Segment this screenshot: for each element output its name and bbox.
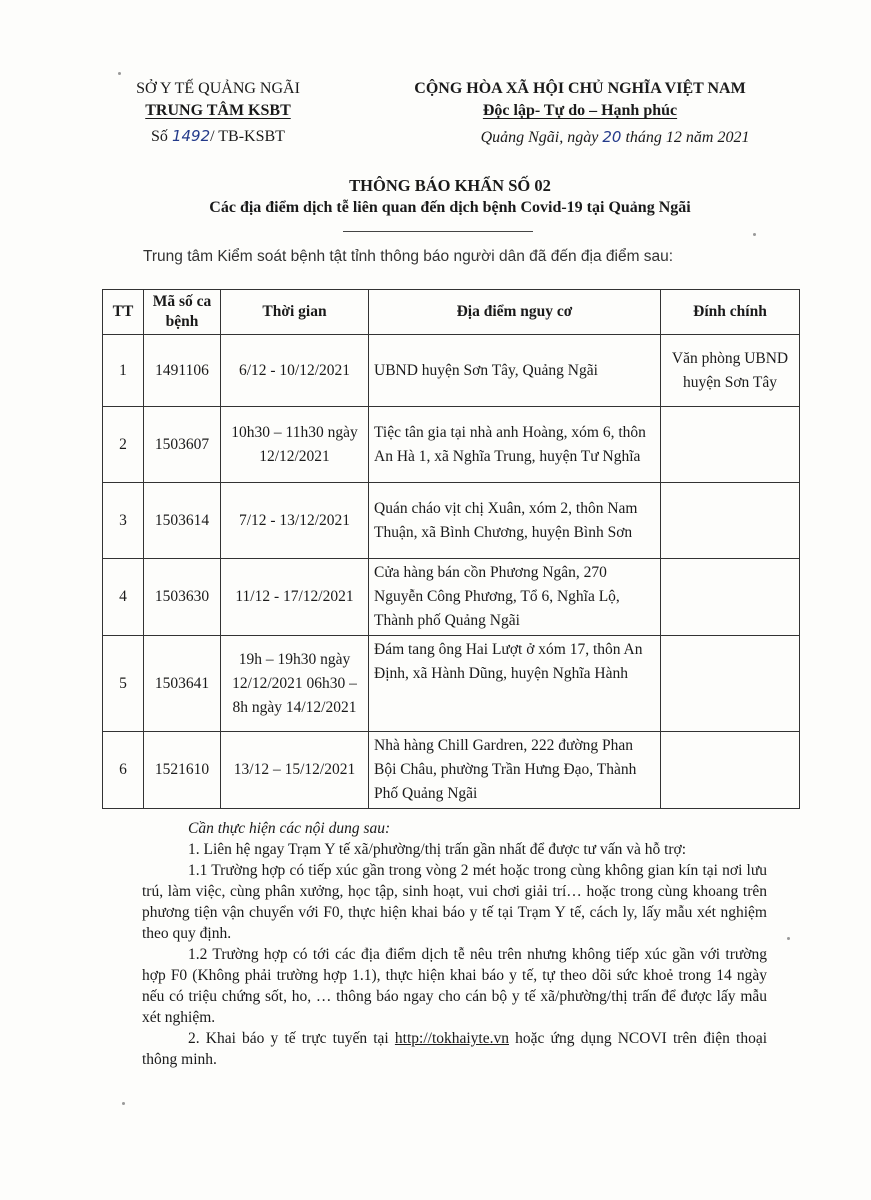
table-header-row bbox=[103, 290, 800, 335]
cell-correction bbox=[661, 407, 800, 483]
doc-number-handwritten: 1492 bbox=[171, 127, 211, 145]
cell-tt: 5 bbox=[103, 636, 144, 732]
cell-case-id: 1503607 bbox=[144, 407, 221, 483]
table-row bbox=[103, 559, 800, 636]
risk-locations-table bbox=[102, 289, 800, 809]
notice-title-block bbox=[120, 175, 780, 219]
cell-tt: 3 bbox=[103, 483, 144, 559]
doc-number-prefix: Số bbox=[151, 128, 168, 145]
cell-location: Tiệc tân gia tại nhà anh Hoàng, xóm 6, thôn An Hà 1, xã Nghĩa Trung, huyện Tư Nghĩa bbox=[369, 407, 661, 483]
instruction-2-before: 2. Khai báo y tế trực tuyến tại bbox=[188, 1030, 389, 1047]
instruction-2 bbox=[142, 1028, 767, 1070]
cell-location: Cửa hàng bán cồn Phương Ngân, 270 Nguyễn Công Phương, Tổ 6, Nghĩa Lộ, Thành phố Quảng Ngãi bbox=[369, 559, 661, 636]
scan-speck bbox=[753, 233, 756, 236]
cell-location: Nhà hàng Chill Gardren, 222 đường Phan Bội Châu, phường Trần Hưng Đạo, Thành Phố Quảng Ngãi bbox=[369, 732, 661, 809]
notice-subtitle: Các địa điểm dịch tễ liên quan đến dịch bệnh Covid-19 tại Quảng Ngãi bbox=[209, 199, 691, 216]
col-header-location: Địa điểm nguy cơ bbox=[369, 290, 661, 335]
instruction-1: 1. Liên hệ ngay Trạm Y tế xã/phường/thị trấn gần nhất để được tư vấn và hỗ trợ: bbox=[188, 841, 687, 858]
cell-correction bbox=[661, 732, 800, 809]
cell-correction bbox=[661, 559, 800, 636]
cell-time: 6/12 - 10/12/2021 bbox=[221, 335, 369, 407]
national-header-block bbox=[360, 78, 800, 149]
cell-time: 13/12 – 15/12/2021 bbox=[221, 732, 369, 809]
instruction-1-1: 1.1 Trường hợp có tiếp xúc gần trong vòng 2 mét hoặc trong cùng không gian kín tại nơi lưu trú, làm việc, cùng phân xưởng, học tập, sinh hoạt, vui chơi giải trí… hoặc trong cùng khoang trên phương tiện vận chuyển với F0, thực hiện khai báo y tế tại Trạm Y tế, cách ly, lấy mẫu xét nghiệm theo quy định. bbox=[142, 862, 767, 942]
cell-correction bbox=[661, 483, 800, 559]
table-row bbox=[103, 407, 800, 483]
cell-location: Quán cháo vịt chị Xuân, xóm 2, thôn Nam Thuận, xã Bình Chương, huyện Bình Sơn bbox=[369, 483, 661, 559]
intro-text: Trung tâm Kiểm soát bệnh tật tỉnh thông báo người dân đã đến địa điểm sau: bbox=[143, 248, 674, 265]
cell-tt: 2 bbox=[103, 407, 144, 483]
instructions-lead: Cần thực hiện các nội dung sau: bbox=[188, 820, 391, 837]
cell-time: 11/12 - 17/12/2021 bbox=[221, 559, 369, 636]
cell-case-id: 1503630 bbox=[144, 559, 221, 636]
cell-case-id: 1503614 bbox=[144, 483, 221, 559]
table-row bbox=[103, 335, 800, 407]
col-header-time: Thời gian bbox=[221, 290, 369, 335]
cell-tt: 6 bbox=[103, 732, 144, 809]
cell-location: UBND huyện Sơn Tây, Quảng Ngãi bbox=[369, 335, 661, 407]
cell-tt: 4 bbox=[103, 559, 144, 636]
table-row bbox=[103, 483, 800, 559]
country-name: CỘNG HÒA XÃ HỘI CHỦ NGHĨA VIỆT NAM bbox=[414, 80, 746, 97]
cell-tt: 1 bbox=[103, 335, 144, 407]
col-header-case-id: Mã số ca bệnh bbox=[144, 290, 221, 335]
cell-time: 10h30 – 11h30 ngày 12/12/2021 bbox=[221, 407, 369, 483]
cell-correction bbox=[661, 636, 800, 732]
instruction-2-after: hoặc ứng dụng NCOVI trên điện thoại thông minh. bbox=[142, 1030, 768, 1068]
national-motto: Độc lập- Tự do – Hạnh phúc bbox=[482, 102, 678, 119]
cell-case-id: 1491106 bbox=[144, 335, 221, 407]
scan-speck bbox=[118, 72, 121, 75]
instruction-1-2: 1.2 Trường hợp có tới các địa điểm dịch tễ nêu trên nhưng không tiếp xúc gần với trường hợp F0 (Không phải trường hợp 1.1), thực hiện khai báo y tế, tự theo dõi sức khoẻ trong 14 ngày nếu có triệu chứng sốt, ho, … thông báo ngay cho cán bộ y tế xã/phường/thị trấn để được lấy mẫu xét nghiệm. bbox=[142, 946, 767, 1026]
date-prefix: Quảng Ngãi, ngày bbox=[480, 129, 599, 146]
health-declaration-link[interactable]: http://tokhaiyte.vn bbox=[394, 1030, 509, 1047]
agency-name-text: TRUNG TÂM KSBT bbox=[145, 102, 291, 119]
place-date bbox=[360, 126, 800, 149]
issuing-agency-block bbox=[108, 78, 328, 148]
col-header-correction: Đính chính bbox=[661, 290, 800, 335]
cell-time: 7/12 - 13/12/2021 bbox=[221, 483, 369, 559]
agency-name bbox=[108, 100, 328, 122]
doc-number-suffix: / TB-KSBT bbox=[210, 128, 285, 145]
cell-location: Đám tang ông Hai Lượt ở xóm 17, thôn An Định, xã Hành Dũng, huyện Nghĩa Hành bbox=[369, 636, 661, 732]
table-row bbox=[103, 636, 800, 732]
title-divider bbox=[343, 231, 533, 232]
date-suffix: tháng 12 năm 2021 bbox=[625, 129, 750, 146]
date-day-handwritten: 20 bbox=[602, 128, 622, 146]
cell-time: 19h – 19h30 ngày 12/12/2021 06h30 – 8h ngày 14/12/2021 bbox=[221, 636, 369, 732]
cell-case-id: 1503641 bbox=[144, 636, 221, 732]
parent-agency: SỞ Y TẾ QUẢNG NGÃI bbox=[136, 80, 300, 97]
instructions-section bbox=[142, 818, 767, 1070]
cell-correction: Văn phòng UBND huyện Sơn Tây bbox=[661, 335, 800, 407]
scan-speck bbox=[787, 937, 790, 940]
cell-case-id: 1521610 bbox=[144, 732, 221, 809]
table-row bbox=[103, 732, 800, 809]
scan-speck bbox=[122, 1102, 125, 1105]
col-header-tt: TT bbox=[103, 290, 144, 335]
notice-title: THÔNG BÁO KHẨN SỐ 02 bbox=[349, 176, 551, 195]
document-number bbox=[108, 125, 328, 148]
